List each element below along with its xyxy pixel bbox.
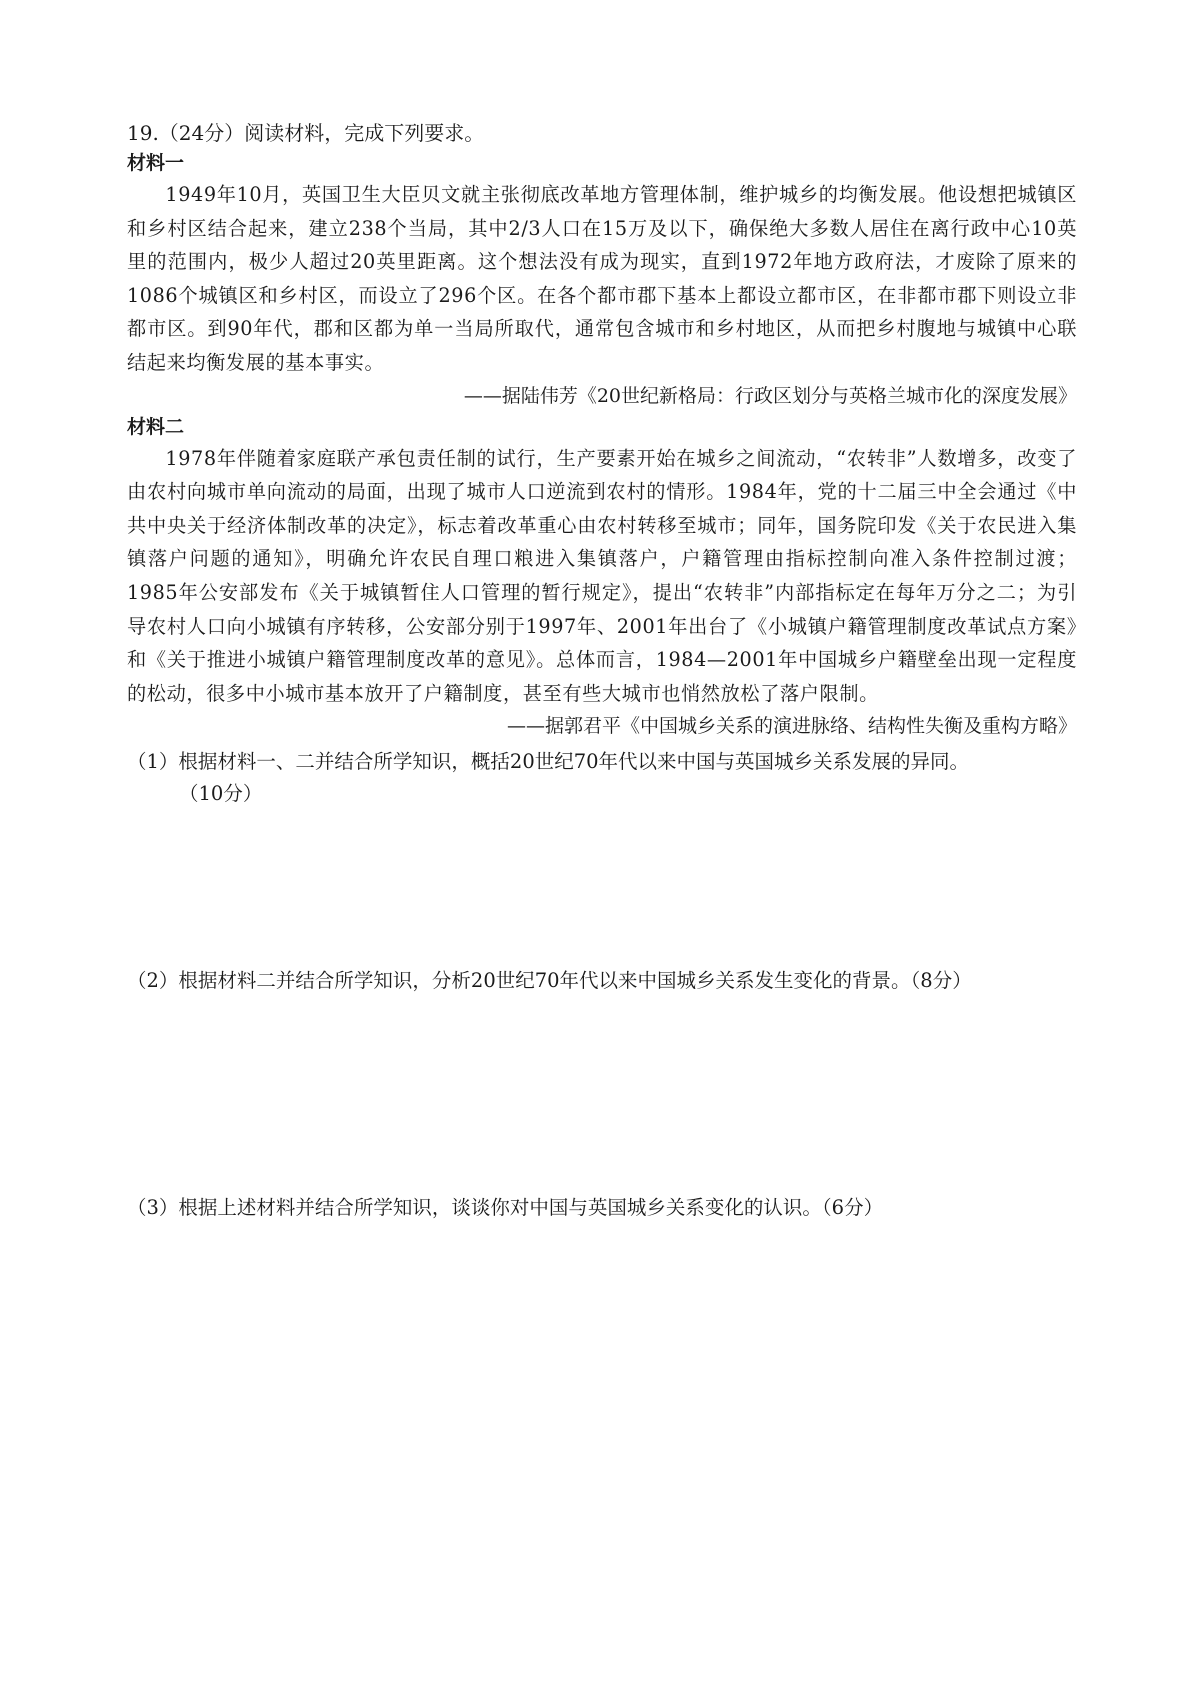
material-2-label: 材料二 xyxy=(127,415,185,438)
sub-question-2: （2）根据材料二并结合所学知识，分析20世纪70年代以来中国城乡关系发生变化的背景。（8分） xyxy=(127,969,972,993)
material-2-source: ——据郭君平《中国城乡关系的演进脉络、结构性失衡及重构方略》 xyxy=(506,715,1077,738)
answer-space-2[interactable] xyxy=(127,997,1077,1192)
answer-space-1[interactable] xyxy=(127,810,1077,965)
question-header: 19.（24分）阅读材料，完成下列要求。 xyxy=(127,121,485,145)
answer-space-3[interactable] xyxy=(127,1224,1077,1524)
material-2-text: 1978年伴随着家庭联产承包责任制的试行，生产要素开始在城乡之间流动，“农转非”人数增多，改变了由农村向城市单向流动的局面，出现了城市人口逆流到农村的情形。1984年，党的十二届三中全会通过《中共中央关于经济体制改革的决定》，标志着改革重心由农村转移至城市；同年，国务院印发《关于农民进入集镇落户问题的通知》，明确允许农民自理口粮进入集镇落户，户籍管理由指标控制向准入条件控制过渡；1985年公安部发布《关于城镇暂住人口管理的暂行规定》，提出“农转非”内部指标定在每年万分之二；为引导农村人口向小城镇有序转移，公安部分别于1997年、2001年出台了《小城镇户籍管理制度改革试点方案》和《关于推进小城镇户籍管理制度改革的意见》。总体而言，1984—2001年中国城乡户籍壁垒出现一定程度的松动，很多中小城市基本放开了户籍制度，甚至有些大城市也悄然放松了落户限制。 xyxy=(127,446,1077,705)
material-1-text: 1949年10月，英国卫生大臣贝文就主张彻底改革地方管理体制，维护城乡的均衡发展。他设想把城镇区和乡村区结合起来，建立238个当局，其中2/3人口在15万及以下，确保绝大多数人居住在离行政中心10英里的范围内，极少人超过20英里距离。这个想法没有成为现实，直到1972年地方政府法，才废除了原来的1086个城镇区和乡村区，而设立了296个区。在各个都市郡下基本上都设立都市区，在非都市郡下则设立非都市区。到90年代，郡和区都为单一当局所取代，通常包含城市和乡村地区，从而把乡村腹地与城镇中心联结起来均衡发展的基本事实。 xyxy=(127,183,1077,374)
sub-question-1: （1）根据材料一、二并结合所学知识，概括20世纪70年代以来中国与英国城乡关系发展的异同。 xyxy=(127,750,970,774)
sub-question-1-points: （10分） xyxy=(179,782,263,806)
material-1-label: 材料一 xyxy=(127,152,185,174)
exam-page xyxy=(127,118,1077,1524)
sub-question-3: （3）根据上述材料并结合所学知识，谈谈你对中国与英国城乡关系变化的认识。（6分） xyxy=(127,1196,884,1220)
material-1-source: ——据陆伟芳《20世纪新格局：行政区划分与英格兰城市化的深度发展》 xyxy=(463,384,1077,407)
